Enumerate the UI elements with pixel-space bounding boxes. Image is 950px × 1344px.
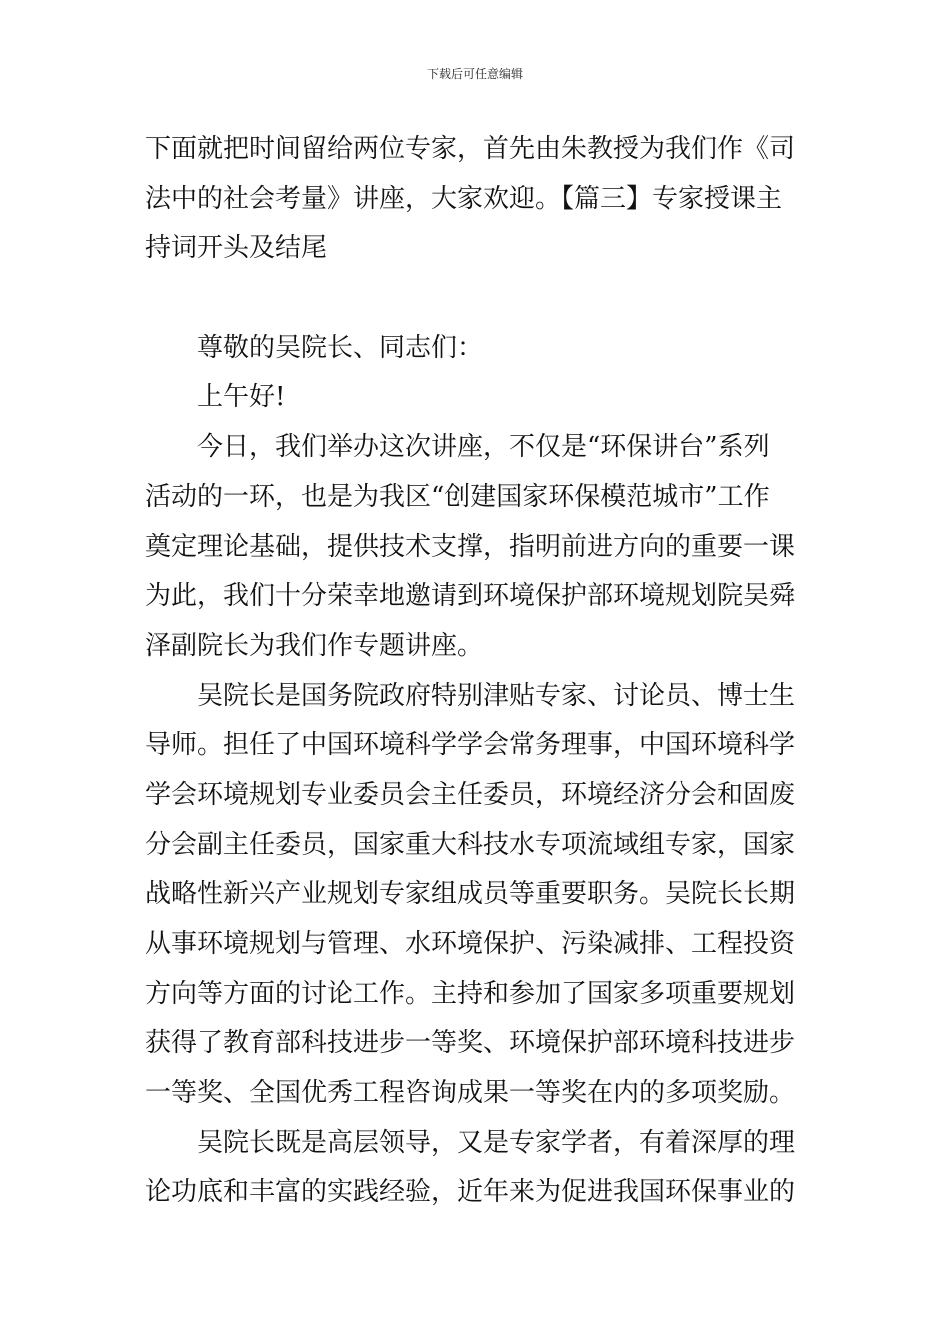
text-line: 一等奖、全国优秀工程咨询成果一等奖在内的多项奖励。: [145, 1078, 796, 1109]
text-line: 吴院长是国务院政府特别津贴专家、讨论员、博士生: [197, 680, 796, 711]
text-line: 从事环境规划与管理、水环境保护、污染减排、工程投资: [145, 929, 796, 959]
paragraph-spacer: [145, 274, 810, 324]
text-line: 论功底和丰富的实践经验，近年来为促进我国环保事业的: [145, 1177, 796, 1208]
text-line: 今日，我们举办这次讲座，不仅是“环保讲台”系列: [197, 432, 770, 463]
text-line: 战略性新兴产业规划专家组成员等重要职务。吴院长长期: [145, 879, 796, 910]
text-line: 吴院长既是高层领导，又是专家学者，有着深厚的理: [197, 1127, 796, 1158]
text-line: 为此，我们十分荣幸地邀请到环境保护部环境规划院吴舜: [145, 581, 796, 612]
page-header: 下载后可任意编辑: [426, 67, 523, 81]
document-body: [145, 125, 810, 1218]
text-line: 方向等方面的讨论工作。主持和参加了国家多项重要规划: [145, 978, 796, 1009]
text-line: 导师。担任了中国环境科学学会常务理事，中国环境科学: [145, 730, 796, 761]
text-line: 持词开头及结尾: [145, 233, 328, 264]
text-line: 分会副主任委员，国家重大科技水专项流域组专家，国家: [145, 829, 796, 860]
text-line: 获得了教育部科技进步一等奖、环境保护部环境科技进步: [145, 1028, 796, 1059]
text-line: 法中的社会考量》讲座，大家欢迎。【篇三】专家授课主: [145, 183, 783, 214]
text-line: 奠定理论基础，提供技术支撑，指明前进方向的重要一课: [145, 531, 796, 562]
text-line: 尊敬的吴院长、同志们：: [197, 332, 484, 363]
text-line: 上午好!: [197, 382, 286, 413]
text-line: 下面就把时间留给两位专家，首先由朱教授为我们作《司: [145, 134, 796, 164]
text-line: 活动的一环，也是为我区“创建国家环保模范城市”工作: [145, 481, 770, 512]
text-line: 泽副院长为我们作专题讲座。: [145, 630, 484, 661]
text-line: 学会环境规划专业委员会主任委员，环境经济分会和固废: [145, 779, 796, 810]
